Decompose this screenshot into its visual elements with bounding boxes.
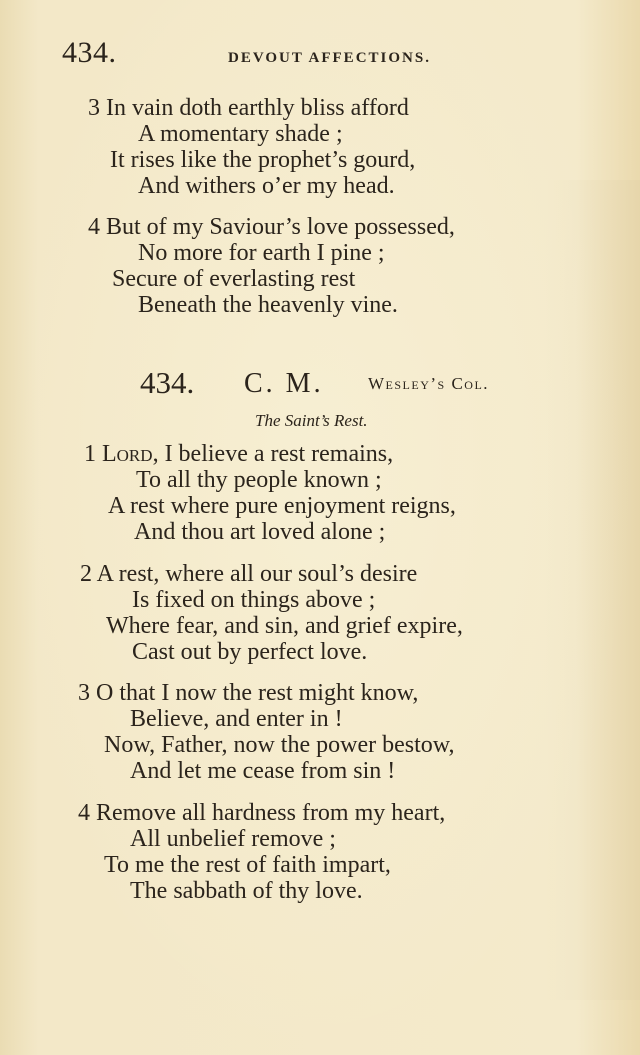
verse-line: All unbelief remove ; xyxy=(130,826,336,852)
verse-line: Cast out by perfect love. xyxy=(132,639,368,665)
verse-number: 1 xyxy=(84,441,96,467)
verse-line: And withers o’er my head. xyxy=(138,173,395,199)
verse-line: To me the rest of faith impart, xyxy=(104,852,391,878)
verse-line: It rises like the prophet’s gourd, xyxy=(110,147,416,173)
verse-line xyxy=(84,441,393,467)
verse-line: To all thy people known ; xyxy=(136,467,382,493)
verse-line: Believe, and enter in ! xyxy=(130,706,343,732)
verse-line: 4 But of my Saviour’s love possessed, xyxy=(88,214,455,240)
verse-line: 3 O that I now the rest might know, xyxy=(78,680,419,706)
verse-line: Now, Father, now the power bestow, xyxy=(104,732,455,758)
verse-line: A rest where pure enjoyment reigns, xyxy=(108,493,456,519)
lord-small-caps: Lord xyxy=(102,441,153,467)
verse-line: 3 In vain doth earthly bliss afford xyxy=(88,95,409,121)
verse-line: Is fixed on things above ; xyxy=(132,587,376,613)
page-number: 434. xyxy=(62,36,117,69)
verse-line: 4 Remove all hardness from my heart, xyxy=(78,800,446,826)
hymn-source: Wesley’s Col. xyxy=(368,374,490,393)
running-title: DEVOUT AFFECTIONS. xyxy=(228,50,431,66)
hymn-meter: C. M. xyxy=(244,368,324,399)
verse-line: 2 A rest, where all our soul’s desire xyxy=(80,561,418,587)
verse-line: No more for earth I pine ; xyxy=(138,240,385,266)
verse-line: Secure of everlasting rest xyxy=(112,266,356,292)
verse-line: Where fear, and sin, and grief expire, xyxy=(106,613,463,639)
hymn-title: The Saint’s Rest. xyxy=(255,411,368,430)
show-through-shadow xyxy=(545,180,640,1000)
verse-line-rest: , I believe a rest remains, xyxy=(152,441,394,467)
verse-line: A momentary shade ; xyxy=(138,121,343,147)
verse-line: Beneath the heavenly vine. xyxy=(138,292,398,318)
verse-line: And thou art loved alone ; xyxy=(134,519,386,545)
hymn-number: 434. xyxy=(140,365,195,400)
verse-line: And let me cease from sin ! xyxy=(130,758,396,784)
verse-line: The sabbath of thy love. xyxy=(130,878,363,904)
